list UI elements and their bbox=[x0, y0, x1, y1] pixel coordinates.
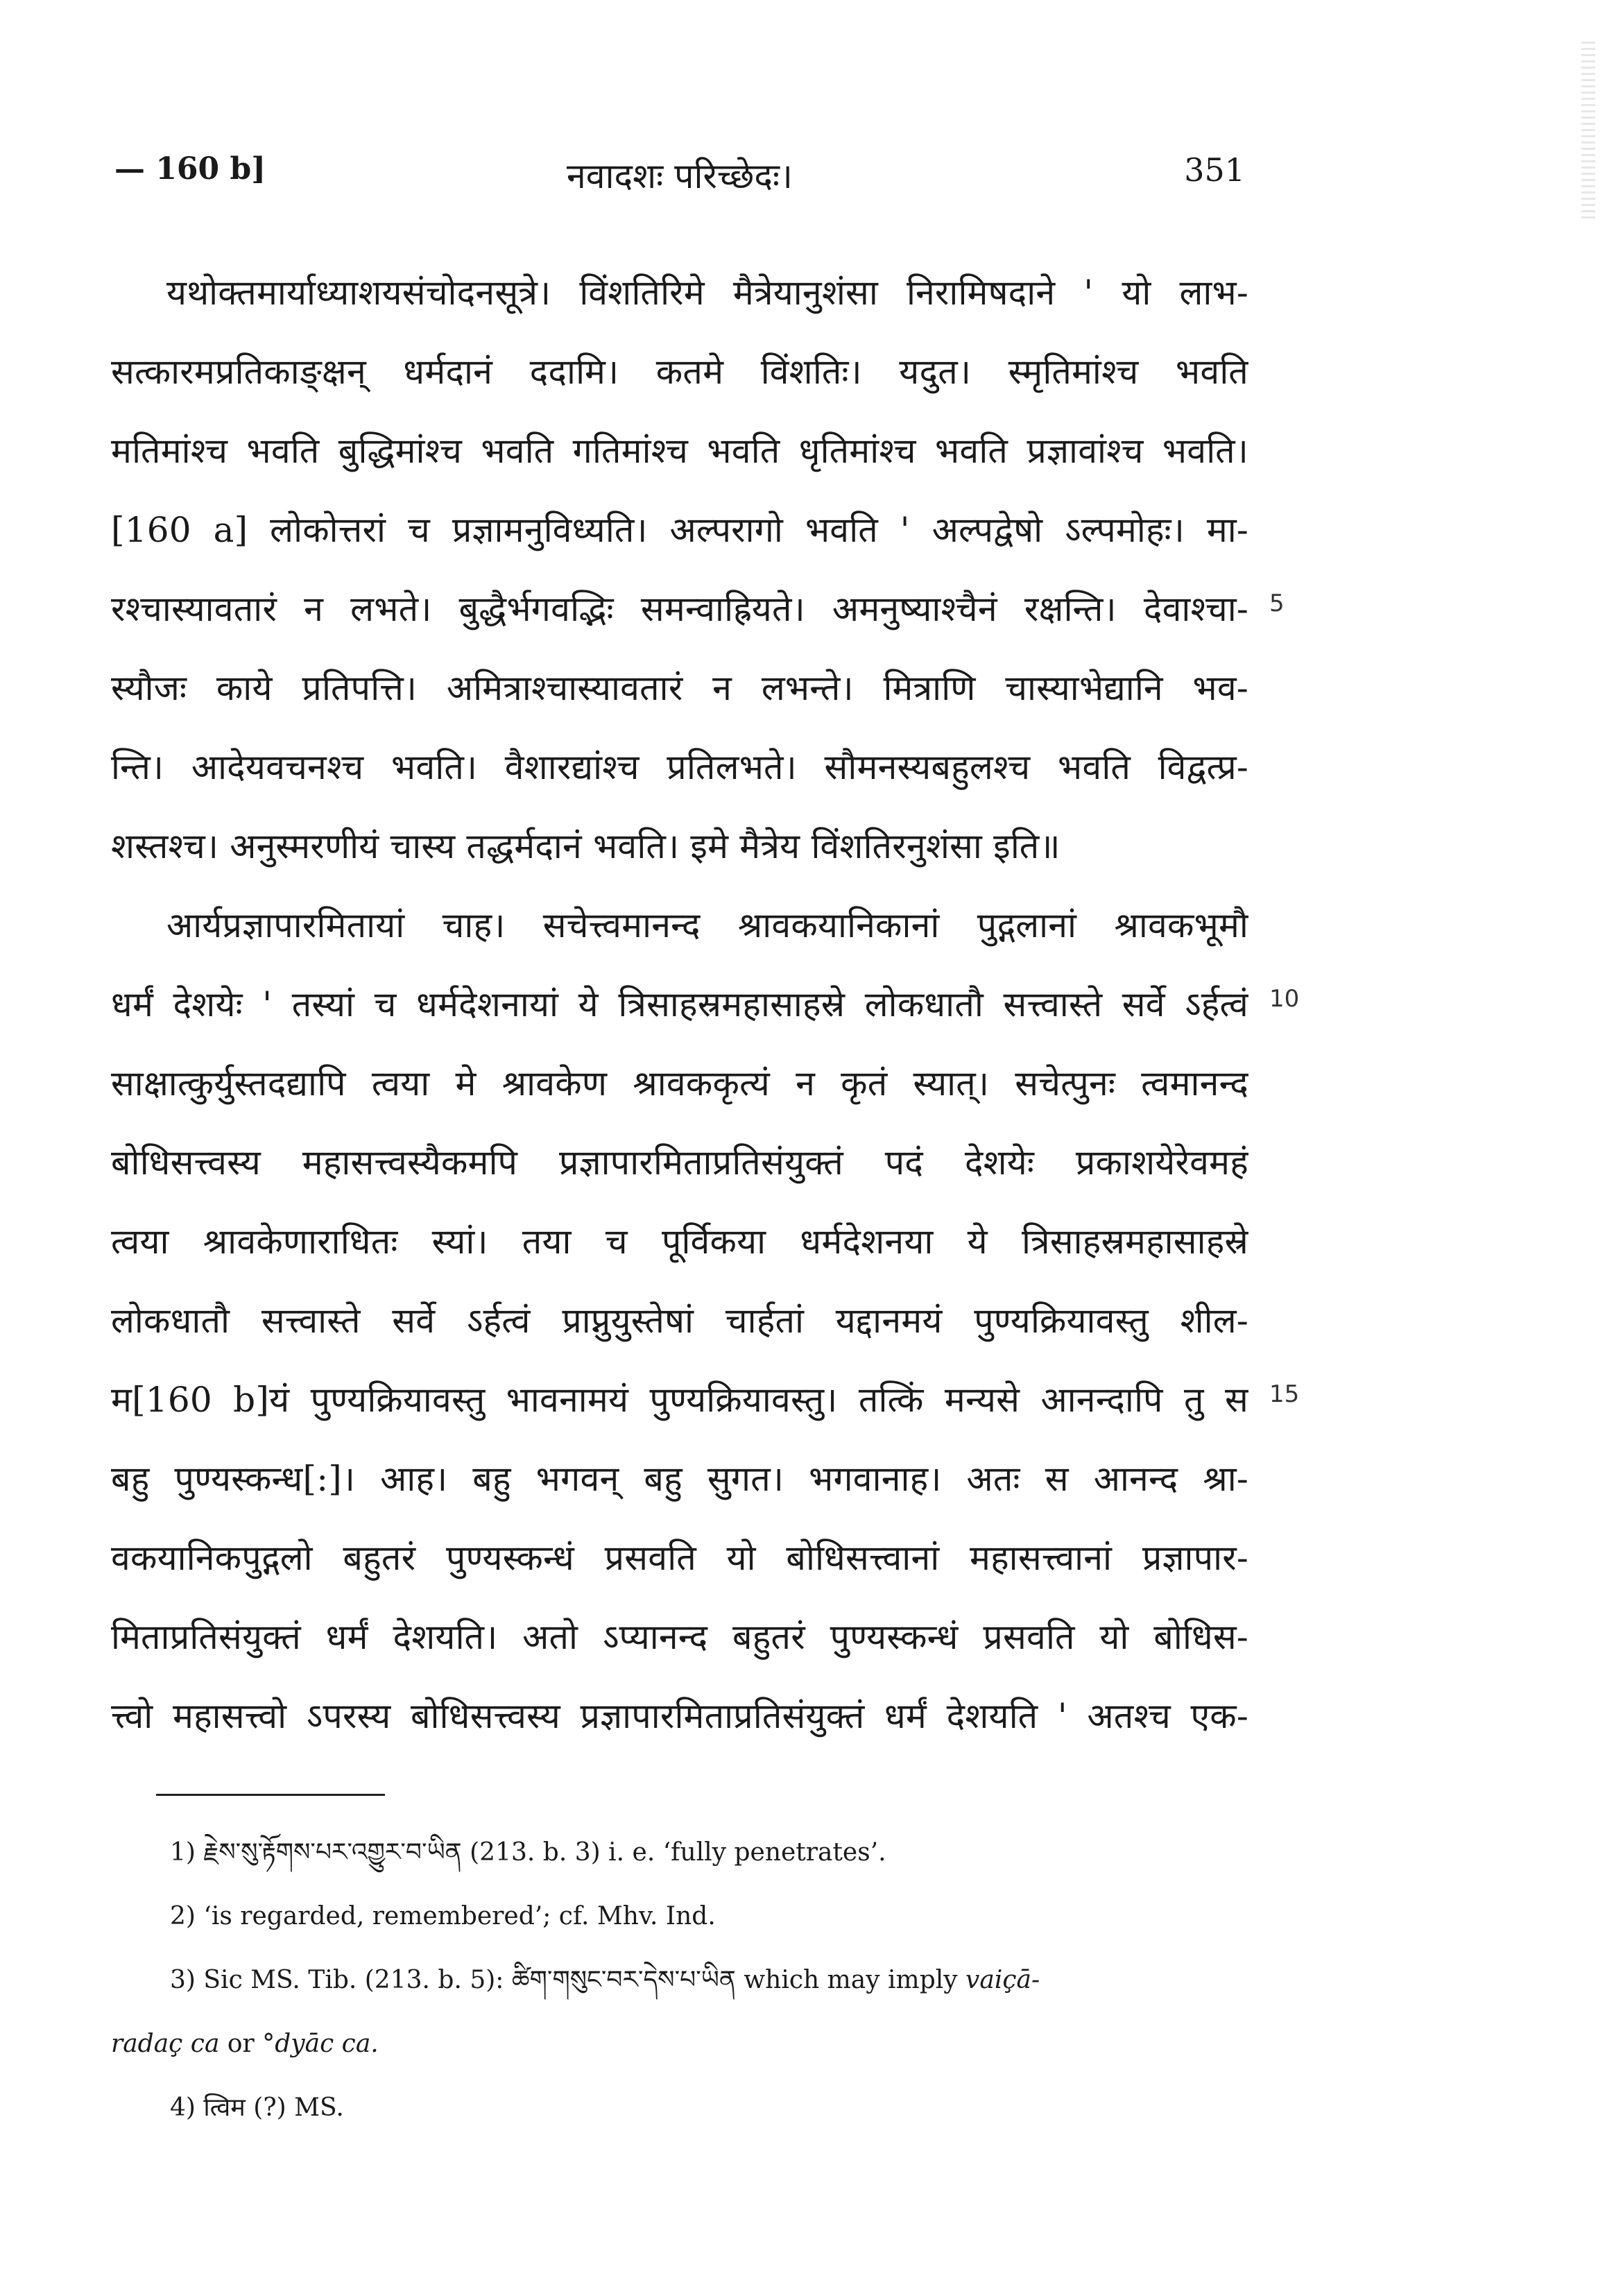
scan-edge-artifact bbox=[1581, 42, 1595, 222]
footnotes bbox=[111, 1821, 1252, 2140]
footnote-4-text: (?) MS. bbox=[253, 2093, 344, 2122]
text-line-9: आर्यप्रज्ञापारमितायां चाह। सचेत्त्वमानन्द श्रावकयानिकानां पुद्गलानां श्रावकभूमौ bbox=[166, 905, 1248, 945]
text-line-4: [160 a] लोकोत्तरां च प्रज्ञामनुविध्यति। अल्परागो भवति ' अल्पद्वेषो ऽल्पमोहः। मा- bbox=[111, 510, 1248, 550]
footnote-4-devanagari: त्विम bbox=[203, 2093, 246, 2122]
footnote-1-tibetan: རྗེས་སུ་རྟོགས་པར་འགྱུར་བ་ཡིན bbox=[203, 1838, 462, 1867]
footnote-2: 2) ‘is regarded, remembered’; cf. Mhv. Ind. bbox=[170, 1902, 716, 1930]
footnote-3-cont-italic: radaç ca bbox=[111, 2030, 220, 2058]
text-line-6: स्यौजः काये प्रतिपत्ति। अमित्राश्चास्यावतारं न लभन्ते। मित्राणि चास्याभेद्यानि भव- bbox=[111, 668, 1248, 708]
margin-line-number-5: 5 bbox=[1269, 590, 1285, 617]
text-line-8: शस्तश्च। अनुस्मरणीयं चास्य तद्धर्मदानं भवति। इमे मैत्रेय विंशतिरनुशंसा इति॥ bbox=[111, 826, 1060, 866]
footnote-4 bbox=[170, 2076, 1252, 2140]
text-line-2: सत्कारमप्रतिकाङ्क्षन् धर्मदानं ददामि। कतमे विंशतिः। यदुत। स्मृतिमांश्च भवति bbox=[111, 352, 1248, 392]
text-line-5: रश्चास्यावतारं न लभते। बुद्धैर्भगवद्भिः समन्वाह्रियते। अमनुष्याश्चैनं रक्षन्ति। देवाश्चा- bbox=[111, 589, 1248, 629]
footnote-3-continuation bbox=[111, 2012, 1252, 2076]
footnote-1-text: (213. b. 3) i. e. ‘fully penetrates’. bbox=[470, 1838, 886, 1867]
header-folio-ref: — 160 b] bbox=[114, 151, 266, 187]
text-line-11: साक्षात्कुर्युस्तदद्यापि त्वया मे श्रावकेण श्रावककृत्यं न कृतं स्यात्। सचेत्पुनः त्वमानन्द bbox=[111, 1063, 1248, 1104]
margin-line-number-10: 10 bbox=[1269, 985, 1300, 1013]
text-line-16: बहु पुण्यस्कन्ध[:]। आह। बहु भगवन् बहु सुगत। भगवानाह। अतः स आनन्द श्रा- bbox=[111, 1459, 1248, 1499]
text-line-19: त्त्वो महासत्त्वो ऽपरस्य बोधिसत्त्वस्य प्रज्ञापारमिताप्रतिसंयुक्तं धर्मं देशयति ' अतश्च एक- bbox=[111, 1696, 1248, 1736]
page-number: 351 bbox=[1184, 151, 1245, 189]
text-line-18: मिताप्रतिसंयुक्तं धर्मं देशयति। अतो ऽप्यानन्द बहुतरं पुण्यस्कन्धं प्रसवति यो बोधिस- bbox=[111, 1617, 1248, 1657]
text-line-13: त्वया श्रावकेणाराधितः स्यां। तया च पूर्विकया धर्मदेशनया ये त्रिसाहस्रमहासाहस्रे bbox=[111, 1222, 1248, 1262]
main-text bbox=[111, 253, 1248, 1756]
text-line-1: यथोक्तमार्याध्याशयसंचोदनसूत्रे। विंशतिरिमे मैत्रेयानुशंसा निरामिषदाने ' यो लाभ- bbox=[166, 273, 1248, 313]
footnote-1 bbox=[170, 1821, 1252, 1885]
footnote-3-or: or bbox=[227, 2030, 255, 2058]
text-line-3: मतिमांश्च भवति बुद्धिमांश्च भवति गतिमांश्च भवति धृतिमांश्च भवति प्रज्ञावांश्च भवति। bbox=[111, 431, 1248, 471]
footnote-3-start: 3) Sic MS. Tib. (213. b. 5): bbox=[170, 1966, 504, 1994]
footnote-3-italic-2: °dyāc ca. bbox=[262, 2030, 379, 2058]
footnote-1-mark: 1) bbox=[170, 1838, 196, 1867]
text-line-14: लोकधातौ सत्त्वास्ते सर्वे ऽर्हत्वं प्राप्नुयुस्तेषां चार्हतां यद्दानमयं पुण्यक्रियावस्तु शील- bbox=[111, 1301, 1248, 1341]
footnote-separator bbox=[156, 1794, 385, 1796]
text-line-12: बोधिसत्त्वस्य महासत्त्वस्यैकमपि प्रज्ञापारमिताप्रतिसंयुक्तं पदं देशयेः प्रकाशयेरेवमहं bbox=[111, 1142, 1248, 1183]
header-chapter-title: नवादशः परिच्छेदः। bbox=[567, 156, 793, 196]
margin-line-number-15: 15 bbox=[1269, 1380, 1300, 1408]
footnote-3 bbox=[170, 1948, 1252, 2012]
footnote-3-mid: which may imply bbox=[744, 1966, 958, 1994]
footnote-3-tibetan: ཚིག་གསུང་བར་དེས་པ་ཡིན bbox=[511, 1966, 736, 1994]
text-line-15: म[160 b]यं पुण्यक्रियावस्तु भावनामयं पुण्यक्रियावस्तु। तत्किं मन्यसे आनन्दापि तु स bbox=[111, 1380, 1248, 1420]
footnote-3-italic-1: vaiçā- bbox=[965, 1966, 1040, 1994]
text-line-7: न्ति। आदेयवचनश्च भवति। वैशारद्यांश्च प्रतिलभते। सौमनस्यबहुलश्च भवति विद्वत्प्र- bbox=[111, 747, 1248, 787]
footnote-4-mark: 4) bbox=[170, 2093, 196, 2122]
running-header bbox=[114, 151, 1245, 200]
text-line-10: धर्मं देशयेः ' तस्यां च धर्मदेशनायां ये त्रिसाहस्रमहासाहस्रे लोकधातौ सत्त्वास्ते सर्वे ऽर्हत्वं bbox=[111, 984, 1248, 1025]
text-line-17: वकयानिकपुद्गलो बहुतरं पुण्यस्कन्धं प्रसवति यो बोधिसत्त्वानां महासत्त्वानां प्रज्ञापार- bbox=[111, 1538, 1248, 1578]
